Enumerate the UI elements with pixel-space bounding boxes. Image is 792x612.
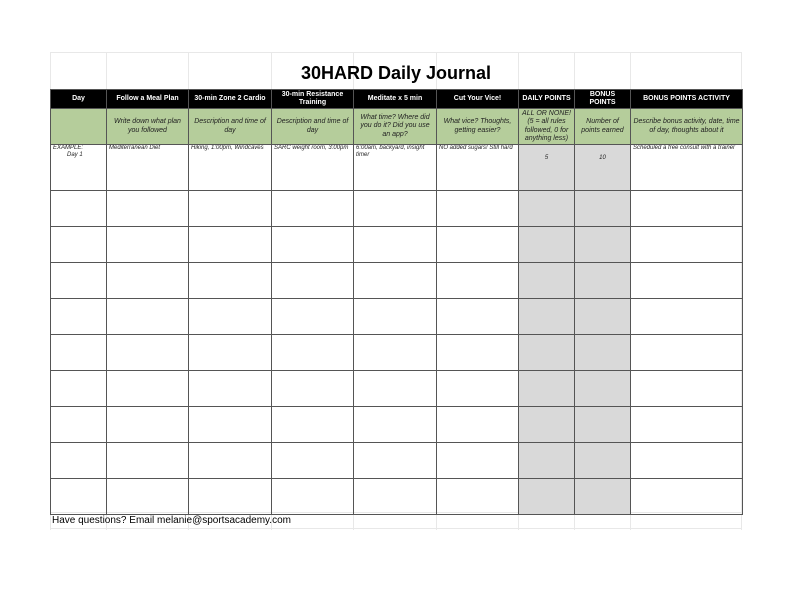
entry-vice-cell[interactable]	[437, 479, 519, 515]
journal-entry-row	[51, 407, 743, 443]
entry-vice-cell[interactable]	[437, 299, 519, 335]
entry-day-cell[interactable]	[51, 263, 107, 299]
journal-entry-row	[51, 443, 743, 479]
entry-day-cell[interactable]	[51, 299, 107, 335]
entry-cardio-cell[interactable]	[189, 335, 272, 371]
column-instruction	[51, 109, 107, 145]
entry-day-cell[interactable]	[51, 191, 107, 227]
example-day-cell[interactable]	[51, 145, 107, 191]
entry-bonus-points-cell[interactable]	[575, 299, 631, 335]
entry-cardio-cell[interactable]	[189, 479, 272, 515]
entry-cardio-cell[interactable]	[189, 407, 272, 443]
entry-meal-cell[interactable]	[107, 371, 189, 407]
entry-resistance-cell[interactable]	[272, 479, 354, 515]
entry-cardio-cell[interactable]	[189, 443, 272, 479]
entry-day-cell[interactable]	[51, 227, 107, 263]
column-instruction: ALL OR NONE! (5 = all rules followed, 0 for anything less)	[519, 109, 575, 145]
entry-daily-points-cell[interactable]	[519, 191, 575, 227]
entry-bonus-points-cell[interactable]	[575, 443, 631, 479]
column-header: Meditate x 5 min	[354, 90, 437, 109]
entry-meditate-cell[interactable]	[354, 191, 437, 227]
entry-bonus-points-cell[interactable]	[575, 407, 631, 443]
entry-bonus-activity-cell[interactable]	[631, 407, 743, 443]
grid-line	[50, 528, 742, 529]
entry-daily-points-cell[interactable]	[519, 299, 575, 335]
column-instruction: Description and time of day	[272, 109, 354, 145]
entry-day-cell[interactable]	[51, 443, 107, 479]
column-header: Follow a Meal Plan	[107, 90, 189, 109]
entry-bonus-activity-cell[interactable]	[631, 443, 743, 479]
entry-daily-points-cell[interactable]	[519, 407, 575, 443]
entry-cardio-cell[interactable]	[189, 227, 272, 263]
entry-meditate-cell[interactable]	[354, 479, 437, 515]
entry-cardio-cell[interactable]	[189, 263, 272, 299]
entry-day-cell[interactable]	[51, 407, 107, 443]
entry-bonus-activity-cell[interactable]	[631, 335, 743, 371]
example-bonus-activity-cell[interactable]: Scheduled a free consult with a trainer	[631, 145, 743, 191]
column-header: 30-min Zone 2 Cardio	[189, 90, 272, 109]
entry-bonus-points-cell[interactable]	[575, 479, 631, 515]
example-meal-cell[interactable]: Mediterranean Diet	[107, 145, 189, 191]
entry-vice-cell[interactable]	[437, 335, 519, 371]
entry-cardio-cell[interactable]	[189, 371, 272, 407]
entry-meditate-cell[interactable]	[354, 407, 437, 443]
column-header: Cut Your Vice!	[437, 90, 519, 109]
entry-bonus-activity-cell[interactable]	[631, 371, 743, 407]
journal-entry-row	[51, 335, 743, 371]
entry-resistance-cell[interactable]	[272, 263, 354, 299]
entry-vice-cell[interactable]	[437, 227, 519, 263]
entry-bonus-activity-cell[interactable]	[631, 191, 743, 227]
entry-vice-cell[interactable]	[437, 443, 519, 479]
column-instruction: Description and time of day	[189, 109, 272, 145]
entry-daily-points-cell[interactable]	[519, 335, 575, 371]
column-instruction: Describe bonus activity, date, time of day, thoughts about it	[631, 109, 743, 145]
column-instruction: What time? Where did you do it? Did you use an app?	[354, 109, 437, 145]
entry-resistance-cell[interactable]	[272, 371, 354, 407]
entry-vice-cell[interactable]	[437, 263, 519, 299]
journal-entry-row	[51, 479, 743, 515]
example-cardio-cell[interactable]: Hiking, 1:00pm, Windcaves	[189, 145, 272, 191]
entry-meditate-cell[interactable]	[354, 227, 437, 263]
page-title: 30HARD Daily Journal	[300, 63, 492, 83]
entry-vice-cell[interactable]	[437, 407, 519, 443]
column-header: DAILY POINTS	[519, 90, 575, 109]
journal-entry-row	[51, 227, 743, 263]
column-instruction: Write down what plan you followed	[107, 109, 189, 145]
journal-entry-row	[51, 299, 743, 335]
entry-daily-points-cell[interactable]	[519, 263, 575, 299]
column-header: BONUS POINTS	[575, 90, 631, 109]
entry-bonus-points-cell[interactable]	[575, 227, 631, 263]
column-header: Day	[51, 90, 107, 109]
example-daily-points-cell[interactable]: 5	[519, 145, 575, 191]
column-header: BONUS POINTS ACTIVITY	[631, 90, 743, 109]
entry-resistance-cell[interactable]	[272, 335, 354, 371]
entry-bonus-points-cell[interactable]	[575, 335, 631, 371]
entry-vice-cell[interactable]	[437, 191, 519, 227]
example-row	[51, 145, 743, 191]
entry-day-cell[interactable]	[51, 371, 107, 407]
example-resistance-cell[interactable]: SARC weight room, 3:00pm	[272, 145, 354, 191]
entry-resistance-cell[interactable]	[272, 227, 354, 263]
entry-meal-cell[interactable]	[107, 227, 189, 263]
entry-meal-cell[interactable]	[107, 443, 189, 479]
entry-meal-cell[interactable]	[107, 479, 189, 515]
entry-meal-cell[interactable]	[107, 263, 189, 299]
example-label: EXAMPLE:	[53, 145, 84, 151]
column-instruction: What vice? Thoughts, getting easier?	[437, 109, 519, 145]
grid-line	[50, 52, 742, 53]
example-meditate-cell[interactable]: 6:00am, backyard, insight timer	[354, 145, 437, 191]
entry-bonus-activity-cell[interactable]	[631, 227, 743, 263]
footer-contact: Have questions? Email melanie@sportsacademy.com	[52, 515, 291, 526]
entry-resistance-cell[interactable]	[272, 299, 354, 335]
entry-resistance-cell[interactable]	[272, 407, 354, 443]
entry-day-cell[interactable]	[51, 479, 107, 515]
journal-entry-row	[51, 191, 743, 227]
journal-entry-row	[51, 263, 743, 299]
example-day-number: Day 1	[67, 152, 83, 158]
journal-entry-row	[51, 371, 743, 407]
blank-entry-rows	[51, 191, 743, 515]
entry-vice-cell[interactable]	[437, 371, 519, 407]
entry-bonus-points-cell[interactable]	[575, 371, 631, 407]
entry-cardio-cell[interactable]	[189, 191, 272, 227]
entry-bonus-activity-cell[interactable]	[631, 299, 743, 335]
entry-meditate-cell[interactable]	[354, 299, 437, 335]
entry-daily-points-cell[interactable]	[519, 371, 575, 407]
entry-meditate-cell[interactable]	[354, 263, 437, 299]
entry-resistance-cell[interactable]	[272, 443, 354, 479]
entry-meal-cell[interactable]	[107, 299, 189, 335]
entry-resistance-cell[interactable]	[272, 191, 354, 227]
example-bonus-points-cell[interactable]: 10	[575, 145, 631, 191]
example-vice-cell[interactable]: NO added sugars! Still hard	[437, 145, 519, 191]
column-header: 30-min Resistance Training	[272, 90, 354, 109]
entry-day-cell[interactable]	[51, 335, 107, 371]
entry-meal-cell[interactable]	[107, 191, 189, 227]
entry-daily-points-cell[interactable]	[519, 443, 575, 479]
entry-meal-cell[interactable]	[107, 335, 189, 371]
entry-daily-points-cell[interactable]	[519, 479, 575, 515]
entry-meal-cell[interactable]	[107, 407, 189, 443]
entry-bonus-points-cell[interactable]	[575, 263, 631, 299]
instructions-row	[51, 109, 743, 145]
entry-meditate-cell[interactable]	[354, 443, 437, 479]
entry-meditate-cell[interactable]	[354, 371, 437, 407]
column-instruction: Number of points earned	[575, 109, 631, 145]
entry-bonus-points-cell[interactable]	[575, 191, 631, 227]
entry-meditate-cell[interactable]	[354, 335, 437, 371]
journal-table	[50, 89, 743, 515]
entry-bonus-activity-cell[interactable]	[631, 479, 743, 515]
entry-bonus-activity-cell[interactable]	[631, 263, 743, 299]
header-row	[51, 90, 743, 109]
entry-daily-points-cell[interactable]	[519, 227, 575, 263]
entry-cardio-cell[interactable]	[189, 299, 272, 335]
